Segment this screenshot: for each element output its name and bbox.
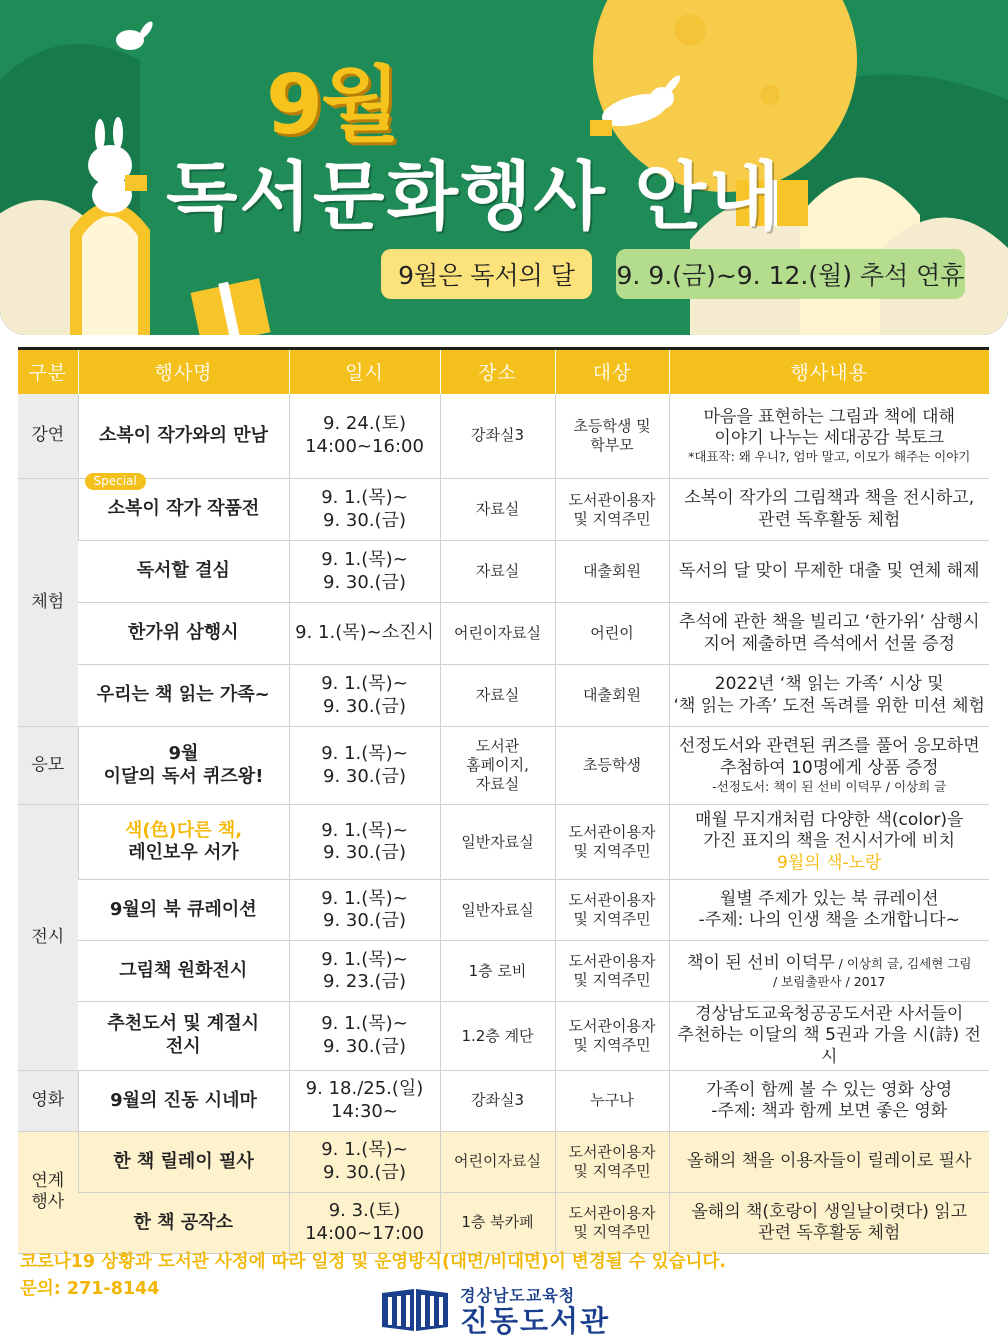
event-place: 강좌실3	[440, 1070, 555, 1131]
event-date: 9. 1.(목)~ 9. 30.(금)	[289, 727, 440, 805]
event-description: 매월 무지개처럼 다양한 색(color)을 가진 표지의 책을 전시서가에 비치 9월의 색-노랑	[669, 805, 989, 880]
title-month: 9월	[266, 58, 399, 153]
table-row	[18, 1070, 989, 1131]
event-date: 9. 1.(목)~ 9. 30.(금)	[289, 805, 440, 880]
table-row	[18, 941, 989, 1002]
event-place: 일반자료실	[440, 880, 555, 941]
event-description: 소복이 작가의 그림책과 책을 전시하고, 관련 독후활동 체험	[669, 479, 989, 541]
event-name: 9월의 북 큐레이션	[78, 880, 289, 941]
category-cell: 체험	[18, 479, 78, 727]
category-cell: 전시	[18, 805, 78, 1071]
table-row	[18, 394, 989, 479]
event-description: 선정도서와 관련된 퀴즈를 풀어 응모하면 추첨하여 10명에게 상품 증정 -선정도서: 책이 된 선비 이덕무 / 이상희 글	[669, 727, 989, 805]
event-description: 경상남도교육청공공도서관 사서들이 추천하는 이달의 책 5권과 가을 시(詩) 전시	[669, 1002, 989, 1071]
column-header: 행사내용	[669, 349, 989, 394]
event-target: 대출회원	[555, 665, 669, 727]
logo-title: 진동도서관	[460, 1304, 611, 1338]
event-date: 9. 1.(목)~ 9. 30.(금)	[289, 1131, 440, 1192]
event-target: 어린이	[555, 603, 669, 665]
event-place: 자료실	[440, 665, 555, 727]
event-place: 자료실	[440, 541, 555, 603]
event-name: 9월 이달의 독서 퀴즈왕!	[78, 727, 289, 805]
library-logo-icon	[380, 1287, 450, 1333]
event-target: 누구나	[555, 1070, 669, 1131]
event-name: 추천도서 및 계절시 전시	[78, 1002, 289, 1071]
category-cell: 연계 행사	[18, 1131, 78, 1253]
event-date: 9. 1.(목)~ 9. 30.(금)	[289, 665, 440, 727]
event-target: 초등학생	[555, 727, 669, 805]
event-target: 초등학생 및 학부모	[555, 394, 669, 479]
event-date: 9. 1.(목)~소진시	[289, 603, 440, 665]
event-date: 9. 18./25.(일) 14:30~	[289, 1070, 440, 1131]
event-name: 우리는 책 읽는 가족~	[78, 665, 289, 727]
table-row	[18, 880, 989, 941]
table-row	[18, 603, 989, 665]
table-row	[18, 805, 989, 880]
event-target: 도서관이용자 및 지역주민	[555, 880, 669, 941]
event-date: 9. 3.(토) 14:00~17:00	[289, 1192, 440, 1253]
event-date: 9. 1.(목)~ 9. 30.(금)	[289, 1002, 440, 1071]
event-target: 도서관이용자 및 지역주민	[555, 1192, 669, 1253]
event-place: 1.2층 계단	[440, 1002, 555, 1071]
library-logo	[380, 1283, 610, 1336]
column-header: 대상	[555, 349, 669, 394]
event-place: 도서관 홈페이지, 자료실	[440, 727, 555, 805]
event-place: 어린이자료실	[440, 603, 555, 665]
column-header: 구분	[18, 349, 78, 394]
event-name: 소복이 작가와의 만남	[78, 394, 289, 479]
event-place: 어린이자료실	[440, 1131, 555, 1192]
event-target: 도서관이용자 및 지역주민	[555, 479, 669, 541]
table-row	[18, 1002, 989, 1071]
table-row	[18, 479, 989, 541]
category-cell: 응모	[18, 727, 78, 805]
event-date: 9. 1.(목)~ 9. 30.(금)	[289, 479, 440, 541]
event-name: Special 소복이 작가 작품전	[78, 479, 289, 541]
event-target: 도서관이용자 및 지역주민	[555, 1131, 669, 1192]
event-name: 9월의 진동 시네마	[78, 1070, 289, 1131]
event-name: 색(色)다른 책, 레인보우 서가	[78, 805, 289, 880]
event-description: 책이 된 선비 이덕무 / 이상희 글, 김세현 그림 / 보림출판사 / 2017	[669, 941, 989, 1002]
event-name: 독서할 결심	[78, 541, 289, 603]
gift-box-icon	[191, 278, 271, 335]
event-description: 마음을 표현하는 그림과 책에 대해 이야기 나누는 세대공감 북토크 *대표작: 왜 우니?, 엄마 말고, 이모가 해주는 이야기	[669, 394, 989, 479]
event-name: 한가위 삼행시	[78, 603, 289, 665]
table-row	[18, 727, 989, 805]
event-description: 2022년 ‘책 읽는 가족’ 시상 및 ‘책 읽는 가족’ 도전 독려를 위한 미션 체험	[669, 665, 989, 727]
page-title: 독서문화행사 안내	[166, 154, 782, 240]
table-row	[18, 665, 989, 727]
table-header-row	[18, 349, 989, 394]
event-place: 일반자료실	[440, 805, 555, 880]
event-target: 대출회원	[555, 541, 669, 603]
category-cell: 강연	[18, 394, 78, 479]
table-row	[18, 1131, 989, 1192]
event-description: 추석에 관한 책을 빌리고 ‘한가위’ 삼행시 지어 제출하면 즉석에서 선물 증정	[669, 603, 989, 665]
event-name: 한 책 릴레이 필사	[78, 1131, 289, 1192]
header-banner	[0, 0, 1008, 335]
table-row	[18, 1192, 989, 1253]
event-description: 올해의 책(호랑이 생일날이렷다) 읽고 관련 독후활동 체험	[669, 1192, 989, 1253]
event-place: 1층 북카페	[440, 1192, 555, 1253]
logo-subtitle: 경상남도교육청	[460, 1286, 576, 1305]
contact-text: 문의: 271-8144	[20, 1279, 160, 1299]
event-description: 올해의 책을 이용자들이 릴레이로 필사	[669, 1131, 989, 1192]
event-date: 9. 1.(목)~ 9. 23.(금)	[289, 941, 440, 1002]
category-cell: 영화	[18, 1070, 78, 1131]
event-place: 1층 로비	[440, 941, 555, 1002]
event-date: 9. 24.(토) 14:00~16:00	[289, 394, 440, 479]
holiday-badge: 9. 9.(금)~9. 12.(월) 추석 연휴	[616, 249, 965, 299]
event-date: 9. 1.(목)~ 9. 30.(금)	[289, 541, 440, 603]
event-description: 독서의 달 맞이 무제한 대출 및 연체 해제	[669, 541, 989, 603]
events-table	[18, 347, 989, 1254]
event-place: 자료실	[440, 479, 555, 541]
event-name: 한 책 공작소	[78, 1192, 289, 1253]
event-name: 그림책 원화전시	[78, 941, 289, 1002]
column-header: 장소	[440, 349, 555, 394]
event-target: 도서관이용자 및 지역주민	[555, 805, 669, 880]
notice-text: 코로나19 상황과 도서관 사정에 따라 일정 및 운영방식(대면/비대면)이 변경될 수 있습니다.	[20, 1252, 726, 1272]
event-date: 9. 1.(목)~ 9. 30.(금)	[289, 880, 440, 941]
reading-month-badge: 9월은 독서의 달	[381, 249, 592, 299]
event-place: 강좌실3	[440, 394, 555, 479]
column-header: 행사명	[78, 349, 289, 394]
event-target: 도서관이용자 및 지역주민	[555, 941, 669, 1002]
event-target: 도서관이용자 및 지역주민	[555, 1002, 669, 1071]
rabbit-icon	[116, 20, 155, 50]
event-description: 월별 주제가 있는 북 큐레이션 -주제: 나의 인생 책을 소개합니다~	[669, 880, 989, 941]
table-row	[18, 541, 989, 603]
special-badge: Special	[85, 473, 146, 490]
column-header: 일시	[289, 349, 440, 394]
event-description: 가족이 함께 볼 수 있는 영화 상영 -주제: 책과 함께 보면 좋은 영화	[669, 1070, 989, 1131]
